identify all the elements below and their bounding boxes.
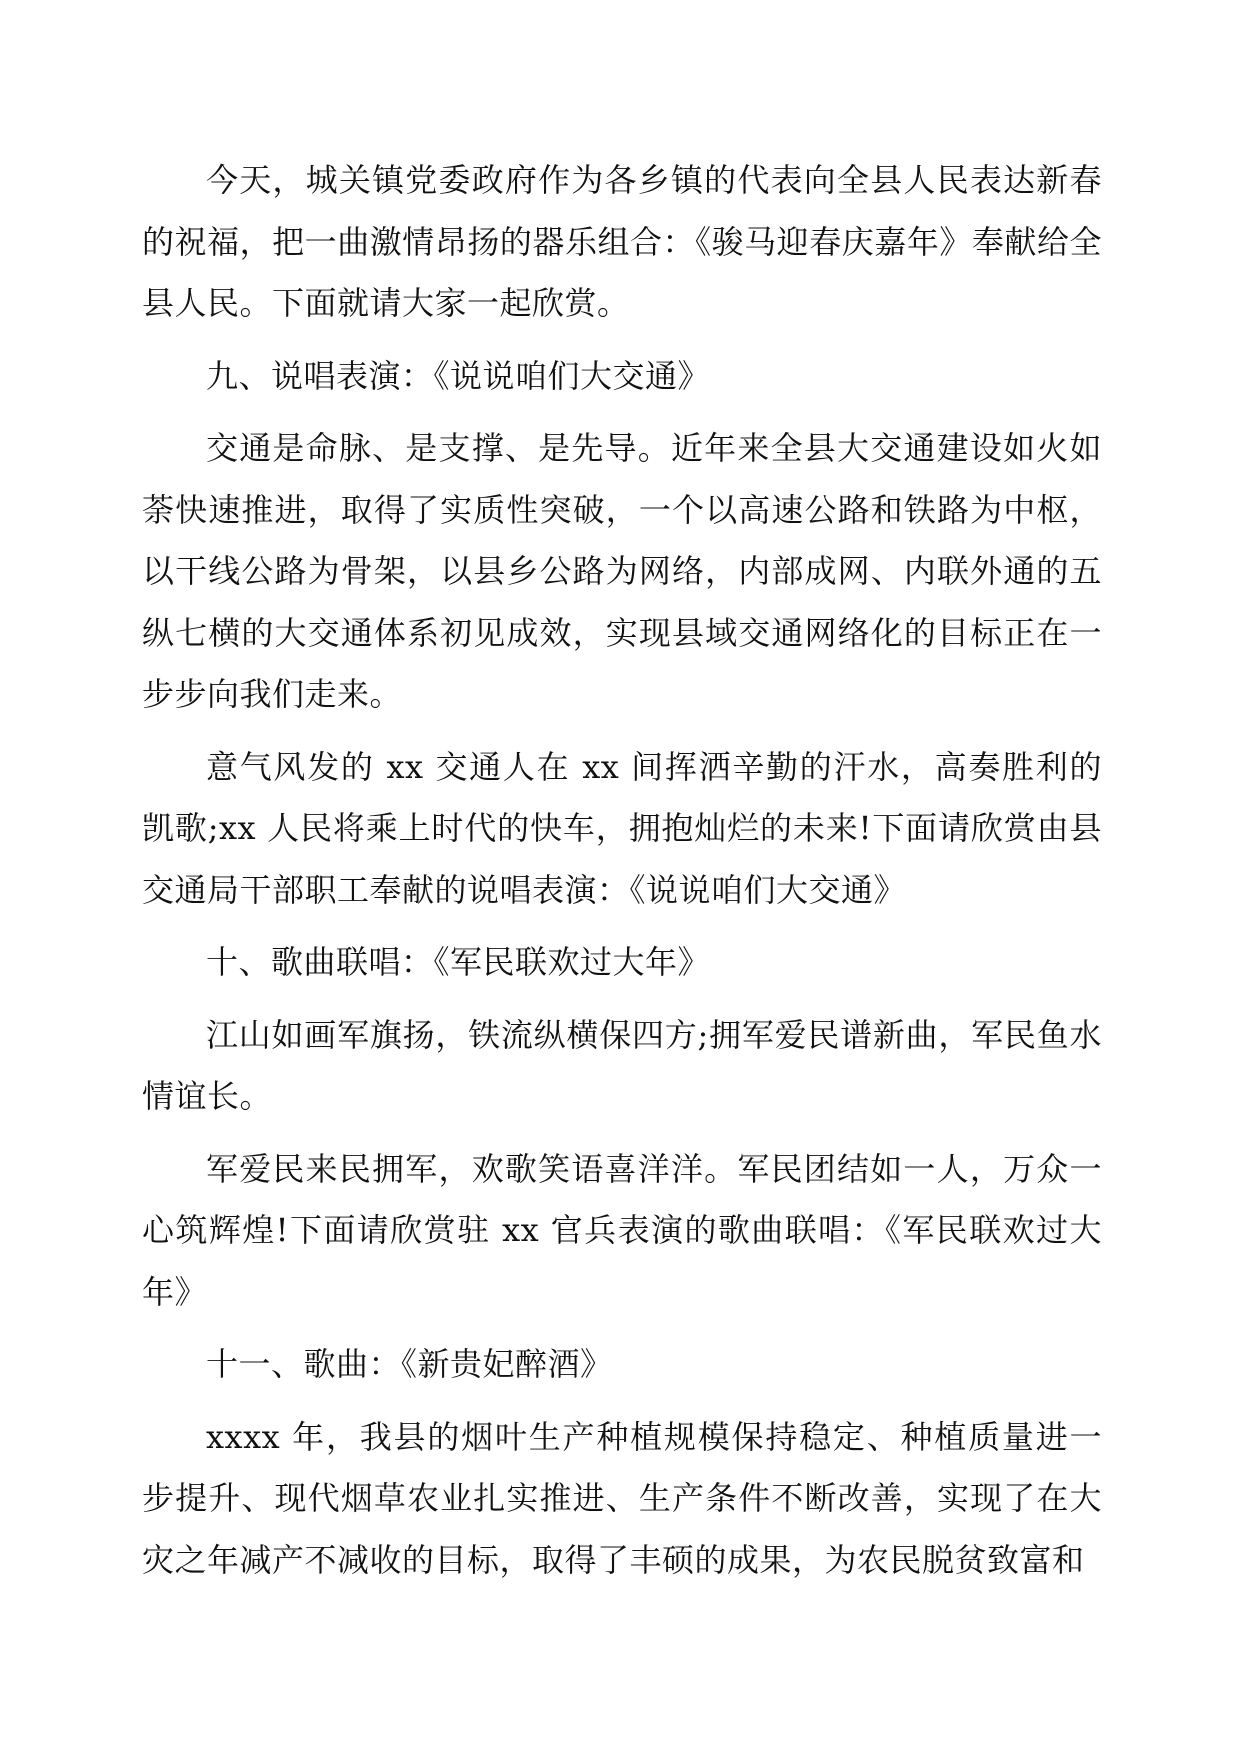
paragraph-army-2: 军爱民来民拥军，欢歌笑语喜洋洋。军民团结如一人，万众一心筑辉煌!下面请欣赏驻 xx 官兵表演的歌曲联唱：《军民联欢过大年》 bbox=[142, 1149, 1102, 1311]
paragraph-tobacco: xxxx 年，我县的烟叶生产种植规模保持稳定、种植质量进一步提升、现代烟草农业扎实推进、生产条件不断改善，实现了在大灾之年减产不减收的目标，取得了丰硕的成果，为农民脱贫致富和 bbox=[142, 1417, 1102, 1579]
program-heading-10: 十、歌曲联唱：《军民联欢过大年》 bbox=[206, 943, 711, 981]
program-heading-9: 九、说唱表演：《说说咱们大交通》 bbox=[206, 356, 711, 395]
paragraph-traffic-intro: 意气风发的 xx 交通人在 xx 间挥洒辛勤的汗水，高奏胜利的凯歌;xx 人民将乘上时代的快车，拥抱灿烂的未来!下面请欣赏由县交通局干部职工奉献的说唱表演：《说说咱们大交通》 bbox=[142, 747, 1102, 909]
paragraph-army-1: 江山如画军旗扬，铁流纵横保四方;拥军爱民谱新曲，军民鱼水情谊长。 bbox=[142, 1015, 1102, 1115]
document-body bbox=[142, 150, 1102, 1602]
paragraph-intro: 今天，城关镇党委政府作为各乡镇的代表向全县人民表达新春的祝福，把一曲激情昂扬的器乐组合：《骏马迎春庆嘉年》奉献给全县人民。下面就请大家一起欣赏。 bbox=[142, 161, 1102, 322]
paragraph-traffic: 交通是命脉、是支撑、是先导。近年来全县大交通建设如火如荼快速推进，取得了实质性突破，一个以高速公路和铁路为中枢，以干线公路为骨架，以县乡公路为网络，内部成网、内联外通的五纵七横的大交通体系初见成效，实现县域交通网络化的目标正在一步步向我们走来。 bbox=[142, 429, 1102, 713]
program-heading-11: 十一、歌曲：《新贵妃醉酒》 bbox=[206, 1345, 613, 1383]
